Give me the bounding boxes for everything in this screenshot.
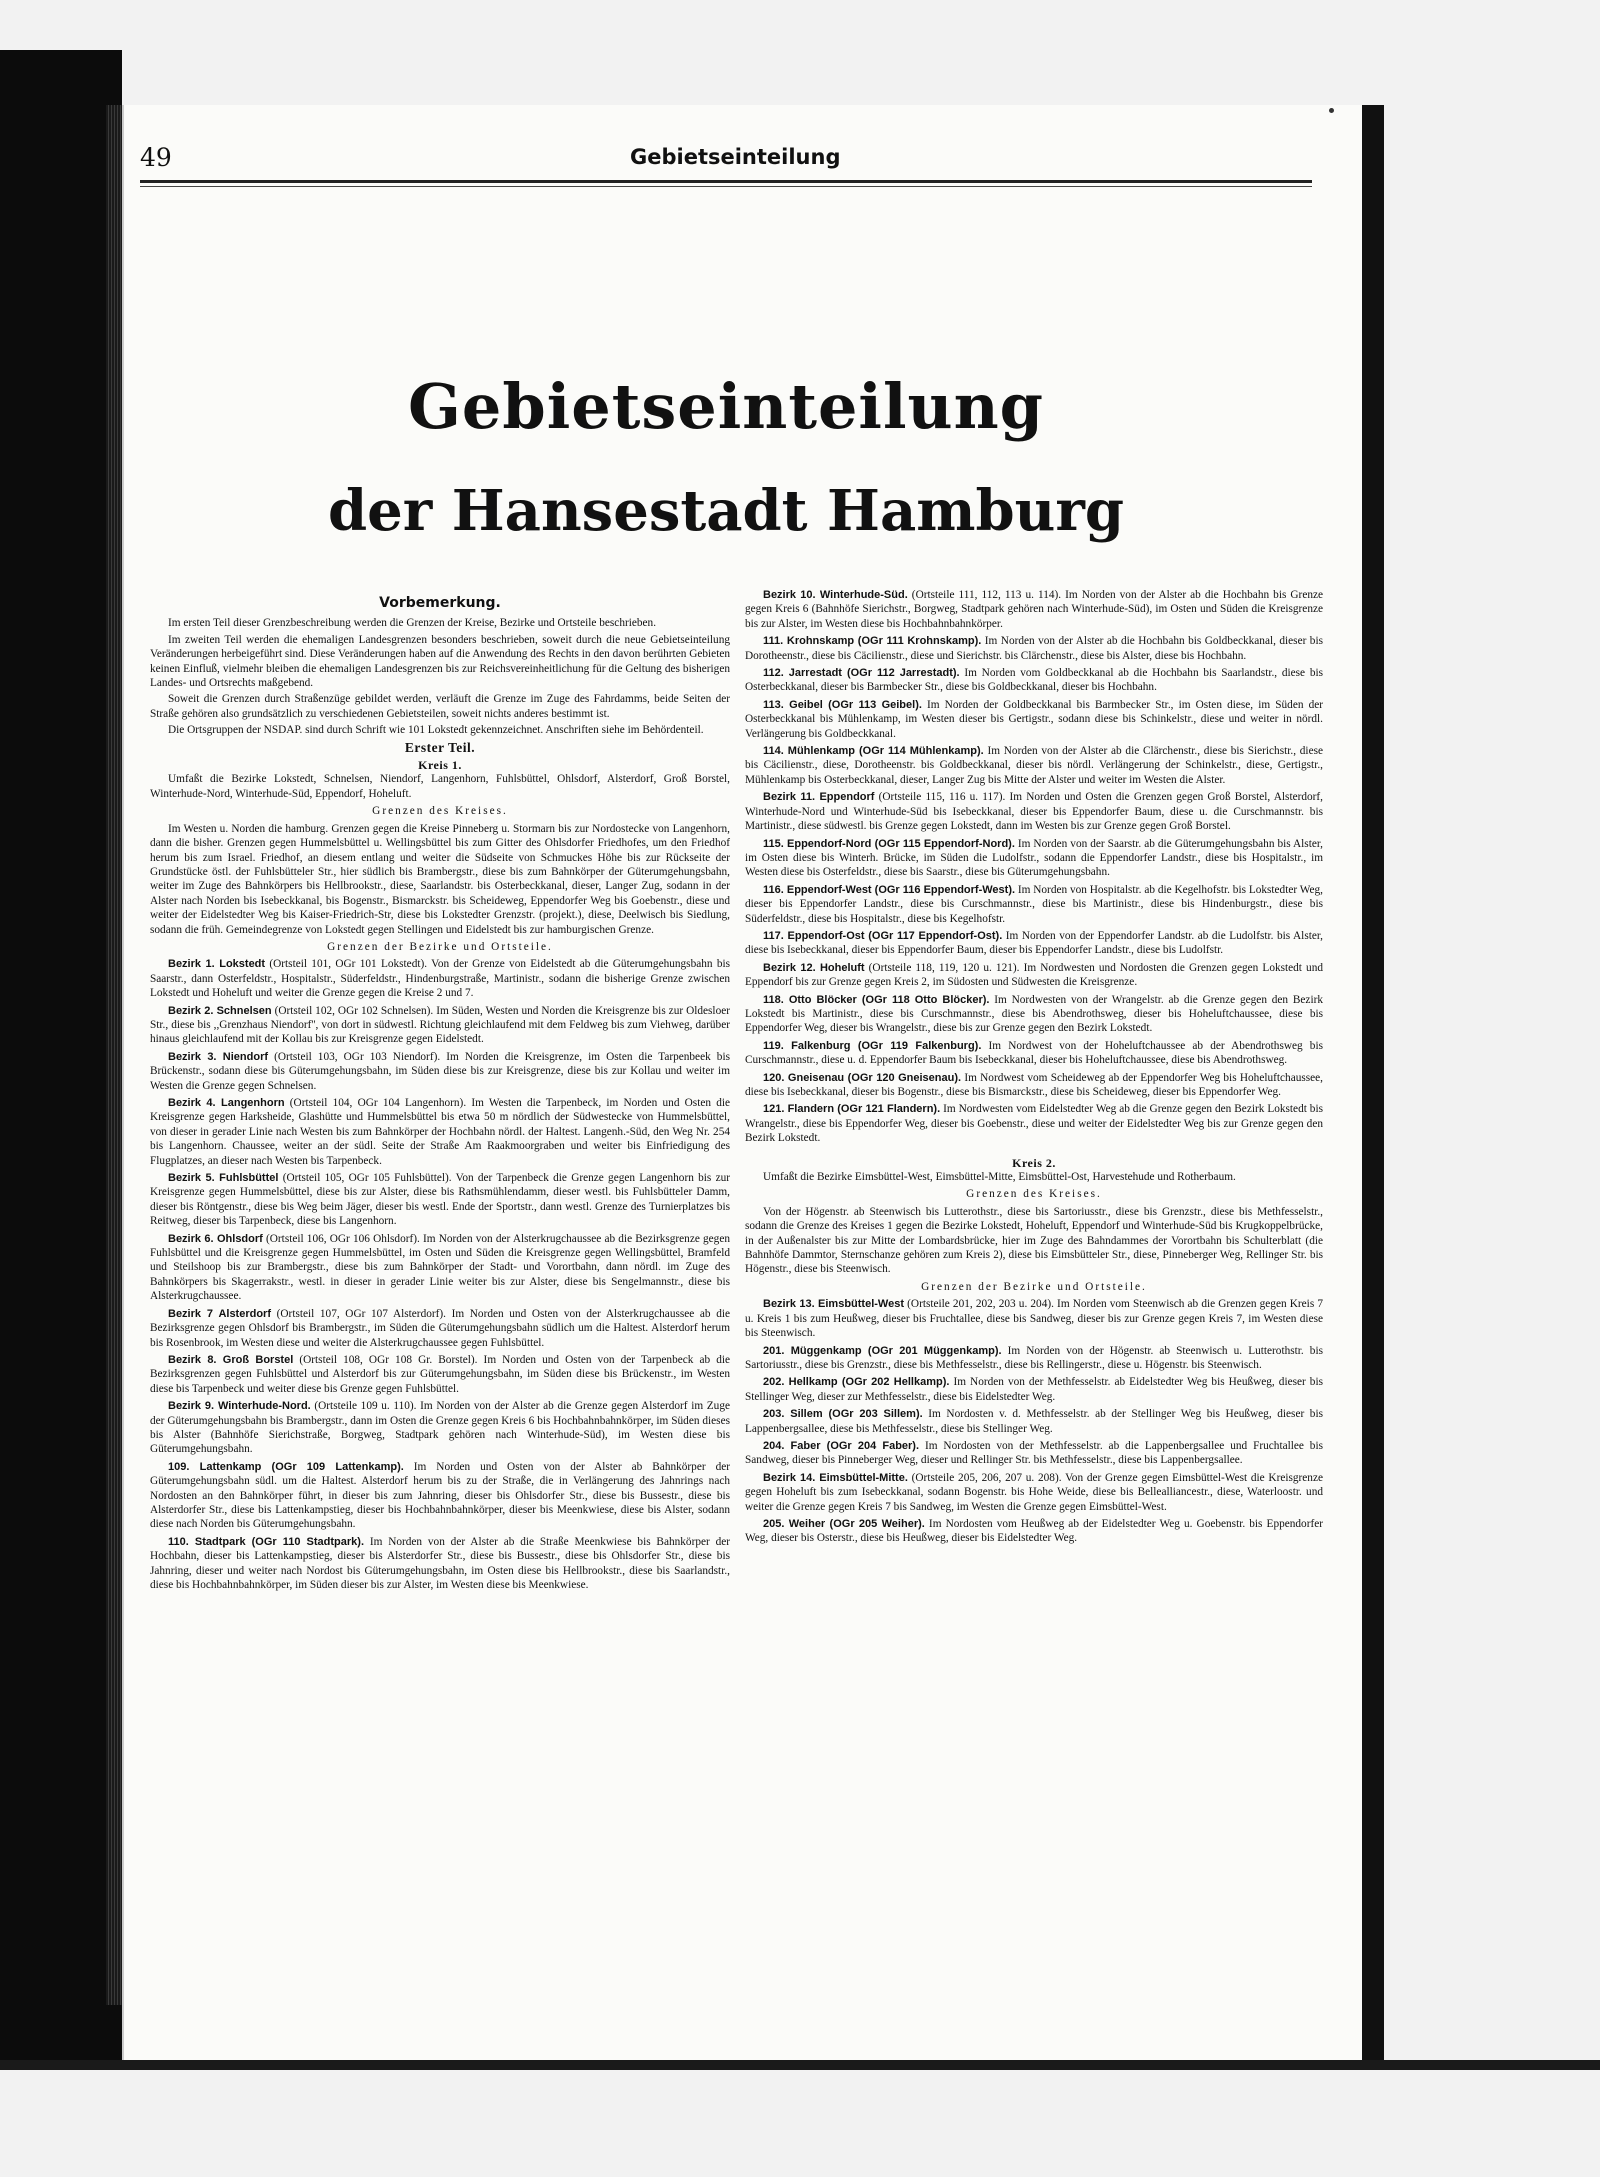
- district-entry: [745, 837, 1323, 880]
- intro-paragraph: Im zweiten Teil werden die ehemaligen Landesgrenzen besonders beschrieben, soweit durch die neue Gebietseinteilung Veränderungen herbeigeführt sind. Diese Veränderungen haben auf die Anwendung des Rechts in den davon berührten Gebieten keinen Einfluß, vielmehr bleiben die ehemaligen Landesgrenzen bis zur Reichsvereinheitlichung für die Geltung des bisherigen Landes- und Ortsrechts maßgebend.: [150, 633, 730, 690]
- district-entry: [745, 1375, 1323, 1404]
- district-label: 113. Geibel (OGr 113 Geibel).: [763, 698, 922, 711]
- district-label: 203. Sillem (OGr 203 Sillem).: [763, 1408, 923, 1421]
- district-entry: [150, 1004, 730, 1047]
- district-text: Im Norden von Hospitalstr. ab die Kegelhofstr. bis Lokstedter Weg, dieser bis Eppendorfer Landstr., diese bis Curschmannstr., diese bis Martinistr., diese bis Hindenburgstr., diese bis Süderfeldstr., diese bis Hospitalstr., diese bis Kegelhofstr.: [745, 883, 1323, 925]
- district-entry: [745, 634, 1323, 663]
- district-label: 120. Gneisenau (OGr 120 Gneisenau).: [763, 1071, 962, 1084]
- district-label: 118. Otto Blöcker (OGr 118 Otto Blöcker).: [763, 993, 990, 1006]
- district-entry: [745, 1517, 1323, 1546]
- section-heading: Grenzen des Kreises.: [966, 1188, 1102, 1201]
- district-text: Im Nordosten vom Heußweg ab der Eidelstedter Weg u. Goebenstr. bis Eppendorfer Weg, dieser bis Osterstr., diese bis Heußweg, dieser bis Eidelstedter Weg.: [745, 1517, 1324, 1545]
- running-head: [140, 143, 1312, 173]
- district-text: (Ortsteile 201, 202, 203 u. 204). Im Norden vom Steenwisch ab die Grenzen gegen Kreis 7 u. Kreis 1 bis zum Heußweg, dieser bis Fruchtallee, diese bis Sandweg, dieser bis zur Grenze gegen Kreis 7, im Westen diese bis Steenwisch.: [745, 1298, 1323, 1340]
- right-column: [745, 588, 1323, 1549]
- district-label: 115. Eppendorf-Nord (OGr 115 Eppendorf-Nord).: [763, 837, 1015, 850]
- district-entry: [745, 1407, 1323, 1436]
- district-text: (Ortsteil 103, OGr 103 Niendorf). Im Norden die Kreisgrenze, im Osten die Tarpenbeek bis Brückenstr., sodann diese bis Güterumgehungsbahn, im Süden diese bis zur Kreisgrenze, diese bis zur Kollau und weiter im Westen die Grenze gegen Schnelsen.: [150, 1050, 730, 1092]
- district-text: Im Nordwest von der Hoheluftchaussee ab der Abendrothsweg bis Curschmannstr., diese u. d. Eppendorfer Baum bis Isebeckkanal, dieser bis Hoheluftchaussee, diese bis Abendrothsweg.: [745, 1039, 1323, 1067]
- district-label: Bezirk 5. Fuhlsbüttel: [168, 1172, 279, 1185]
- district-label: 114. Mühlenkamp (OGr 114 Mühlenkamp).: [763, 745, 984, 758]
- section-heading: Grenzen des Kreises.: [372, 805, 508, 818]
- district-label: Bezirk 4. Langenhorn: [168, 1097, 285, 1109]
- district-text: Im Norden von der Alster ab die Straße Meenkwiese bis Bahnkörper der Hochbahn, dieser bis Lattenkampstieg, dieser bis Alsterdorfer Str., diese bis Bussestr., diese bis Ohlsdorfer Str., diese bis Jahnring, dieser und weiter nach Nordost bis Güterumgehungsbahn, im Osten diese bis Hellbrookstr., diese bis Saarlandstr., diese bis Hochbahnbahnkörper, im Süden dieser bis zur Alster, im Westen diese bis Meenkwiese.: [150, 1535, 730, 1591]
- district-label: 121. Flandern (OGr 121 Flandern).: [763, 1103, 941, 1116]
- district-text: (Ortsteile 115, 116 u. 117). Im Norden und Osten die Grenzen gegen Groß Borstel, Alsterdorf, Winterhude-Nord und Winterhude-Süd bis Isebeckkanal, dieser bis Eppendorfer Baum, diese u. die Curschmannstr. bis Martinistr., diese südwestl. bis Grenze gegen Lokstedt, dann im Westen bis zur Grenze gegen Groß Borstel.: [745, 791, 1324, 833]
- district-text: Im Norden von der Alster ab die Hochbahn bis Goldbeckkanal, dieser bis Dorotheenstr., diese bis Cäcilienstr., diese und Sierichstr. bis Clärchenstr., diese bis Alster, diese bis Hochbahn.: [745, 635, 1323, 662]
- district-entry: [150, 1050, 730, 1093]
- main-title: Gebietseinteilung: [407, 370, 1045, 443]
- district-label: 204. Faber (OGr 204 Faber).: [763, 1439, 920, 1452]
- district-text: Im Nordosten von der Methfesselstr. ab die Lappenbergsallee und Fruchtallee bis Sandweg, dieser bis Pinneberger Weg, dieser und Rellinger Str. bis Methfesselstr., diese bis Lappenbergsallee.: [745, 1439, 1323, 1467]
- district-entry: [745, 993, 1323, 1036]
- district-label: Bezirk 7 Alsterdorf: [168, 1307, 272, 1320]
- district-entry: [745, 1471, 1323, 1514]
- district-text: Im Norden von der Saarstr. ab die Güterumgehungsbahn bis Alster, im Osten diese bis Winterh. Brücke, im Süden die Ludolfstr., sodann die Eppendorfer Landstr., diese bis Hospitalstr., im Westen diese bis Osterfeldstr., diese bis Saarstr., diese bis Güterumgehungsbahn.: [745, 837, 1323, 879]
- district-entry: [745, 1297, 1323, 1340]
- intro-paragraph: Soweit die Grenzen durch Straßenzüge gebildet werden, verläuft die Grenze im Zuge des Fahrdamms, beide Seiten der Straße gehören also grundsätzlich zu verschiedenen Gebietsteilen, soweit nichts anderes bestimmt ist.: [150, 693, 730, 720]
- district-label: 110. Stadtpark (OGr 110 Stadtpark).: [168, 1535, 365, 1548]
- district-label: 202. Hellkamp (OGr 202 Hellkamp).: [763, 1376, 950, 1389]
- page-speck: [1329, 108, 1334, 113]
- intro-paragraph: Die Ortsgruppen der NSDAP. sind durch Schrift wie 101 Lokstedt gekennzeichnet. Anschriften siehe im Behördenteil.: [168, 724, 704, 737]
- kreis-description: Umfaßt die Bezirke Eimsbüttel-West, Eimsbüttel-Mitte, Eimsbüttel-Ost, Harvestehude und Rotherbaum.: [763, 1171, 1236, 1184]
- kreis-boundary-text: Im Westen u. Norden die hamburg. Grenzen gegen die Kreise Pinneberg u. Stormarn bis zur Nordostecke von Langenhorn, dann die bisher. Grenzen gegen Hummelsbüttel u. Wellingsbüttel bis zum Gitter des Ohlsdorfer Friedhofes, um den Friedhof herum bis zum Israel. Friedhof, an diesem entlang und weiter die Südseite von Schmuckes Höhe bis zur Rückseite der Grundstücke östl. der Fuhlsbütteler Str., hier südlich bis Brambergstr., diese bis zum Bahnkörper der Güterumgehungsbahn, weiter im Zuge des Bahnkörpers bis Hellbrookstr., diese, Saarlandstr. bis Osterbeckkanal, dieser, Langer Zug, sodann in der Alster nach Norden bis Isebeckkanal, bis Bogenstr., Bismarckstr. bis Scheideweg, Eppendorfer Weg bis Goebenstr., diese und weiter der Eidelstedter Weg bis Kaiser-Friedrich-Str, diese bis Lokstedter Grenzstr. (projekt.), diese, Deelwisch bis Siedlung, sodann die früh. Gemeindegrenze von Lokstedt gegen Stellingen und Eidelstedt bis zur hamburgischen Grenze.: [150, 822, 730, 936]
- kreis-heading: Kreis 1.: [418, 758, 462, 773]
- district-entry: [745, 929, 1323, 958]
- district-text: Im Nordwesten vom Eidelstedter Weg ab die Grenze gegen den Bezirk Lokstedt bis Wrangelstr., diese bis Eppendorfer Weg, dieser bis Goebenstr., diese und weiter der Eidelstedter Weg bis zur Grenze gegen den Bezirk Lokstedt.: [745, 1103, 1323, 1145]
- vorbemerkung-heading: Vorbemerkung.: [379, 595, 501, 611]
- district-label: 205. Weiher (OGr 205 Weiher).: [763, 1517, 925, 1530]
- district-text: Im Nordwest vom Scheideweg ab der Eppendorfer Weg bis Hoheluftchaussee, diese bis Isebeckkanal, dieser bis Bogenstr., diese bis Bismarckstr., diese bis Scheideweg, dieser bis Eppendorfer Weg.: [745, 1071, 1323, 1098]
- page-edges: [106, 105, 122, 2005]
- district-text: (Ortsteil 105, OGr 105 Fuhlsbüttel). Von der Tarpenbeck die Grenze gegen Langenhorn bis zur Kreisgrenze gegen Hummelsbüttel, diese bis zur Alster, diese bis Rathsmühlendamm, dieser westl. bis Fuhlsbütteler Damm, dieser bis Röntgenstr., diese bis Weg beim Jäger, dieser bis westl. Ende der Sportstr., dann westl. Grenze des Turnierplatzes bis Reitweg, dieser bis Tarpenbeck, diese bis Langenhorn.: [150, 1172, 730, 1228]
- book-gutter: [0, 50, 122, 2060]
- district-label: Bezirk 9. Winterhude-Nord.: [168, 1400, 311, 1413]
- kreis-heading: Kreis 2.: [1012, 1155, 1056, 1170]
- district-label: 109. Lattenkamp (OGr 109 Lattenkamp).: [168, 1460, 404, 1473]
- district-entry: [745, 1344, 1323, 1373]
- district-label: 201. Müggenkamp (OGr 201 Müggenkamp).: [763, 1344, 1002, 1357]
- district-label: Bezirk 12. Hoheluft: [763, 961, 865, 974]
- district-label: 112. Jarrestadt (OGr 112 Jarrestadt).: [763, 667, 960, 680]
- district-entry: [745, 1071, 1323, 1100]
- district-text: (Ortsteil 104, OGr 104 Langenhorn). Im Westen die Tarpenbeck, im Norden und Osten die Kreisgrenze gegen Harksheide, Glashütte und Hummelsbüttel bis etwa 50 m nördlich der Südwestecke von Hummelsbüttel, von dieser in gerader Linie nach Westen bis zum Bahnkörper der Hochbahn nördl. der Haltest. Langenh.-Süd, den Weg Nr. 254 bis Langenhorn. Chaussee, weiter an der südl. Seite der Straße Am Raakmoorgraben und weiter bis Einfriedigung des Flugplatzes, an dieser nach Westen bis Tarpenbeck.: [150, 1097, 730, 1167]
- section-heading: Grenzen der Bezirke und Ortsteile.: [921, 1280, 1147, 1293]
- district-text: (Ortsteile 111, 112, 113 u. 114). Im Norden von der Alster ab die Hochbahn bis Grenze gegen Kreis 6 (Bahnhöfe Sierichstr., Borgweg, Stadtpark gehören nach Winterhude-Süd), im Osten und Süden die Kreisgrenze bis zur Alster, im Westen diese bis Hochbahnbahnkörper.: [745, 589, 1324, 630]
- district-entry: [745, 744, 1323, 787]
- district-entry: [745, 961, 1323, 990]
- district-label: Bezirk 1. Lokstedt: [168, 958, 266, 971]
- district-entry: [150, 1096, 730, 1168]
- district-text: Im Norden von der Högenstr. ab Steenwisch u. Lutterothstr. bis Sartoriusstr., diese bis Grenzstr., diese bis Methfesselstr., diese bis Rellingerstr., diese u. Högenstr. bis Steenwisch.: [745, 1344, 1323, 1371]
- page-number: 49: [140, 143, 172, 172]
- district-text: (Ortsteile 109 u. 110). Im Norden von der Alster ab die Grenze gegen Alsterdorf im Zuge der Güterumgehungsbahn bis Brambergstr., dann im Osten die Grenze gegen Kreis 6 bis Hochbahnbahnkörper, im Süden dieses bis Alster (Bahnhöfe Sierichstraße, Borgweg, Stadtpark gehören nach Winterhude-Süd), im Westen diese bis Güterumgehungsbahn.: [150, 1400, 730, 1456]
- district-text: Im Norden von der Eppendorfer Landstr. ab die Ludolfstr. bis Alster, diese bis Isebeckkanal, dieser bis Eppendorfer Baum, dieser bis Eppendorfer Landstr., diese bis Ludolfstr.: [745, 929, 1324, 957]
- intro-paragraph: Im ersten Teil dieser Grenzbeschreibung werden die Grenzen der Kreise, Bezirke und Ortsteile beschrieben.: [168, 617, 657, 630]
- district-label: Bezirk 8. Groß Borstel: [168, 1353, 294, 1366]
- left-column: [150, 592, 730, 1595]
- district-label: 116. Eppendorf-West (OGr 116 Eppendorf-West).: [763, 883, 1016, 896]
- district-entry: [745, 790, 1323, 833]
- district-text: (Ortsteil 107, OGr 107 Alsterdorf). Im Norden und Osten von der Alsterkrugchaussee ab die Bezirksgrenze gegen Ohlsdorf bis Brambergstr., im Süden die Güterumgehungsbahn südlich um die Haltest. Alsterdorf herum bis Rosenbrook, im Westen diese und weiter die Alsterkrugchaussee gegen Fuhlsbüttel.: [150, 1307, 730, 1349]
- district-entry: [150, 1232, 730, 1304]
- bottom-shadow: [0, 2060, 1600, 2070]
- district-entry: [745, 666, 1323, 695]
- district-text: (Ortsteile 205, 206, 207 u. 208). Von der Grenze gegen Eimsbüttel-West die Kreisgrenze gegen Hoheluft bis zum Isebeckkanal, sodann Bogenstr. bis Hohe Weide, diese bis Bellealliancestr., diese, Waterloostr. und weiter die Grenze gegen Kreis 7 bis Sandweg, im Westen die Grenze gegen Eimsbüttel-West.: [745, 1471, 1323, 1513]
- district-label: 117. Eppendorf-Ost (OGr 117 Eppendorf-Ost).: [763, 929, 1003, 942]
- district-text: Im Norden und Osten von der Alster ab Bahnkörper der Güterumgehungsbahn südl. um die Haltest. Alsterdorf herum bis zu der Straße, die in Verlängerung des Jahnrings nach Nordosten an den Bahnkörper führt, in dieser bis zum Jahnring, dieser bis Ohlsdorfer Str., diese bis Bussestr., diese bis Alsterdorfer Str., diese bis Lattenkampstieg, dieser bis Hochbahnbahnkörper, dieser bis Meenkwiese, diese bis Alster, sodann diese nach Norden bis Güterumgehungsbahn.: [150, 1460, 730, 1531]
- district-text: (Ortsteil 108, OGr 108 Gr. Borstel). Im Norden und Osten von der Tarpenbeck ab die Bezirksgrenzen gegen Fuhlsbüttel und Alsterdorf bis zur Güterumgehungsbahn, im Süden diese bis Brückenstr., im Westen diese bis Tarpenbeck und weiter diese bis Grenze gegen Fuhlsbüttel.: [150, 1353, 730, 1395]
- header-rule-thin: [140, 186, 1312, 187]
- running-title: Gebietseinteilung: [630, 145, 841, 169]
- section-heading: Grenzen der Bezirke und Ortsteile.: [327, 940, 553, 953]
- district-text: Im Norden der Goldbeckkanal bis Barmbecker Str., im Osten diese, im Süden der Osterbeckkanal bis Mühlenkamp, im Westen dieser bis Gertigstr., sodann diese bis Schinkelstr., diese und weiter in nördl. Verlängerung bis Goldbeckkanal.: [745, 698, 1324, 740]
- district-entry: [745, 588, 1323, 631]
- district-text: Im Norden vom Goldbeckkanal ab die Hochbahn bis Saarlandstr., diese bis Osterbeckkanal, dieser bis Barmbecker Str., diese bis Goldbeckkanal, dieser bis Hochbahn.: [745, 667, 1323, 694]
- district-text: (Ortsteil 106, OGr 106 Ohlsdorf). Im Norden von der Alsterkrugchaussee ab die Bezirksgrenze gegen Fuhlsbüttel und die Kreisgrenze gegen Hummelsbüttel, im Osten und Süden die Kreisgrenze gegen Wellingsbüttel, Bramfeld und Steilshoop bis zur Brambergstr., diese bis zum Bahnkörper der Stadt- und Vorortbahn, dann nördl. im Zuge des Bahnkörpers bis Skagerrakstr., westl. in dieser in gerader Linie weiter bis zur Alster, diese bis Sengelmannstr., diese bis Alsterkrugchaussee.: [150, 1232, 730, 1303]
- district-entry: [150, 1171, 730, 1229]
- district-label: Bezirk 11. Eppendorf: [763, 791, 875, 804]
- district-label: 111. Krohnskamp (OGr 111 Krohnskamp).: [763, 635, 982, 648]
- kreis-description: Umfaßt die Bezirke Lokstedt, Schnelsen, Niendorf, Langenhorn, Fuhlsbüttel, Ohlsdorf, Alsterdorf, Groß Borstel, Winterhude-Nord, Winterhude-Süd, Eppendorf, Hoheluft.: [150, 773, 730, 800]
- district-label: Bezirk 10. Winterhude-Süd.: [763, 589, 908, 601]
- district-label: Bezirk 6. Ohlsdorf: [168, 1232, 263, 1245]
- district-label: Bezirk 13. Eimsbüttel-West: [763, 1298, 905, 1311]
- district-entry: [150, 1460, 730, 1532]
- district-label: Bezirk 3. Niendorf: [168, 1050, 269, 1063]
- district-entry: [150, 1353, 730, 1396]
- district-entry: [745, 698, 1323, 741]
- district-entry: [150, 1307, 730, 1350]
- district-entry: [745, 883, 1323, 926]
- district-label: 119. Falkenburg (OGr 119 Falkenburg).: [763, 1039, 982, 1052]
- district-text: Im Norden von der Methfesselstr. ab Eidelstedter Weg bis Heußweg, dieser bis Stellinger Weg, dieser zur Methfesselstr., diese bis Eidelstedter Weg.: [745, 1376, 1323, 1403]
- district-text: (Ortsteil 101, OGr 101 Lokstedt). Von der Grenze von Eidelstedt ab die Güterumgehungsbahn bis Saarstr., dann Osterfeldstr., Hospitalstr., Süderfeldstr., Hindenburgstraße, Martinistr., sodann die bisherige Grenze zwischen Lokstedt und Hoheluft und weiter die Grenze gegen die Kreise 2 und 7.: [150, 958, 731, 1000]
- part-heading: Erster Teil.: [404, 739, 476, 755]
- header-rule: [140, 180, 1312, 183]
- district-text: (Ortsteile 118, 119, 120 u. 121). Im Nordwesten und Nordosten die Grenzen gegen Lokstedt und Eppendorf bis zur Grenze gegen Kreis 2, im Südosten und Südwesten die Kreisgrenze.: [745, 961, 1323, 989]
- district-text: Im Nordwesten von der Wrangelstr. ab die Grenze gegen den Bezirk Lokstedt bis Martinistr., diese bis Curschmannstr., diese bis Abendrothsweg, dieser bis Hoheluftchaussee, diese bis Eppendorfer Weg, dieser bis Wrangelstr., diese bis zur Grenze gegen den Bezirk Lokstedt.: [745, 993, 1323, 1035]
- district-entry: [150, 1535, 730, 1593]
- district-text: Im Norden von der Alster ab die Clärchenstr., diese bis Sierichstr., diese bis Cäcilienstr., diese, Dorotheenstr. bis Goldbeckkanal, dieser bis nördl. Verlängerung der Schinkelstr., diese, Gertigstr., Mühlenkamp bis Osterbeckkanal, dieser, Langer Zug bis Mitte der Alster und weiter im Westen die Alster.: [745, 745, 1323, 786]
- district-entry: [150, 957, 730, 1000]
- district-text: Im Nordosten v. d. Methfesselstr. ab der Stellinger Weg bis Heußweg, dieser bis Lappenbergsallee, diese bis Methfesselstr., diese bis Stellinger Weg.: [745, 1408, 1323, 1435]
- district-entry: [745, 1439, 1323, 1468]
- district-text: (Ortsteil 102, OGr 102 Schnelsen). Im Süden, Westen und Norden die Kreisgrenze bis zur Oldesloer Str., diese bis ,,Grenzhaus Niendorf'', von dort in südwestl. Richtung gleichlaufend mit dem Feldweg bis zum Viehweg, darüber hinaus gleichlaufend mit der Kollau bis zur Kreisgrenze gegen Eidelstedt.: [150, 1004, 730, 1046]
- page-shadow: [1362, 105, 1384, 2060]
- main-subtitle: der Hansestadt Hamburg: [327, 478, 1125, 544]
- district-label: Bezirk 2. Schnelsen: [168, 1004, 272, 1017]
- district-entry: [150, 1399, 730, 1457]
- district-entry: [745, 1102, 1323, 1145]
- district-label: Bezirk 14. Eimsbüttel-Mitte.: [763, 1471, 908, 1484]
- kreis-boundary-text: Von der Högenstr. ab Steenwisch bis Lutterothstr., diese bis Sartoriusstr., diese bis Grenzstr., diese bis Methfesselstr., sodann die Grenze des Kreises 1 gegen die Bezirke Lokstedt, Hoheluft, Eppendorf und Winterhude-Süd bis Krugkoppelbrücke, in der Außenalster bis zur Mitte der Lombardsbrücke, hier im Zuge des Bahndammes der Vorortbahn bis Schulterblatt (die Bahnhöfe Dammtor, Sternschanze gehören zum Kreis 2), diese bis Eimsbütteler Str., diese, Pinneberger Weg, Rellinger Str. bis Högenstr., diese bis Steenwisch.: [745, 1205, 1323, 1276]
- district-entry: [745, 1039, 1323, 1068]
